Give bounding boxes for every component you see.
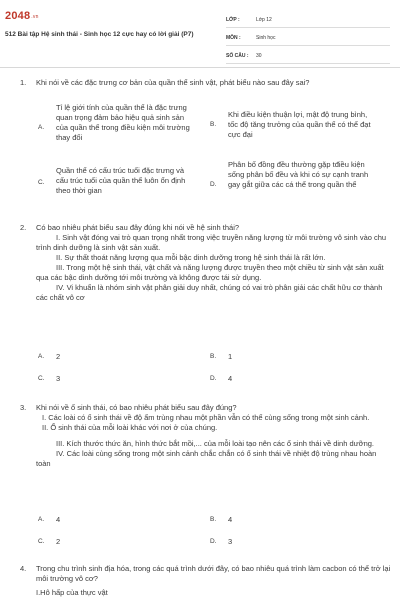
header-divider	[0, 67, 400, 68]
meta-label: LỚP :	[226, 17, 240, 23]
question-statements	[36, 413, 392, 469]
question-text: Có bao nhiêu phát biểu sau đây đúng khi nói về hệ sinh thái?	[36, 223, 240, 232]
meta-row-subject	[226, 31, 390, 46]
document-title: 512 Bài tập Hệ sinh thái - Sinh học 12 cực hay có lời giải (P7)	[5, 31, 194, 38]
option-text: 2	[56, 537, 61, 546]
option-letter: A.	[38, 353, 45, 360]
meta-label: SỐ CÂU :	[226, 53, 249, 59]
question-2	[20, 223, 392, 303]
statement: II. Sự thất thoát năng lượng qua mỗi bậc dinh dưỡng trong hệ sinh thái là rất lớn.	[56, 253, 326, 262]
meta-value: 30	[256, 53, 262, 59]
option-letter: B.	[210, 353, 217, 360]
option-text: 4	[228, 374, 233, 383]
option-text: Phân bố đồng đều thường gặp tđiều kiện sống phân bố đều và khi có sự cạnh tranh gay gắt giữa các cá thể trong quần thể	[228, 160, 369, 189]
option-text: 4	[56, 515, 61, 524]
question-number: 3.	[20, 403, 27, 412]
option-text: Khi điều kiện thuận lợi, mật độ trung bình, tốc độ tăng trưởng của quần thể có thể đạt cực đại	[228, 110, 371, 139]
option-text: 4	[228, 515, 233, 524]
option-letter: D.	[210, 375, 217, 382]
option-letter: C.	[38, 375, 45, 382]
question-number: 1.	[20, 78, 27, 87]
question-text: Khi nói về các đặc trưng cơ bản của quần thể sinh vật, phát biểu nào sau đây sai?	[36, 78, 310, 87]
statement: I. Các loài có ổ sinh thái về độ ẩm trùng nhau một phần vẫn có thể cùng sống trong một sinh cảnh.	[42, 413, 370, 422]
option-text: 3	[56, 374, 61, 383]
statement: I. Sinh vật đóng vai trò quan trọng nhất trong việc truyền năng lượng từ môi trường vô sinh vào chu trình dinh dưỡng là sinh vật sản xuất.	[36, 233, 387, 252]
question-3	[20, 403, 392, 469]
option-letter: B.	[210, 121, 217, 128]
statement: IV. Các loài cùng sống trong một sinh cảnh chắc chắn có ổ sinh thái về nhiệt độ trùng nhau hoàn toàn	[36, 449, 377, 468]
statement: I.Hô hấp của thực vật	[36, 588, 108, 597]
question-text: Khi nói về ổ sinh thái, có bao nhiêu phát biểu sau đây đúng?	[36, 403, 237, 412]
statement: II. Ổ sinh thái của mỗi loài khác với nơi ở của chúng.	[42, 423, 218, 432]
option-letter: A.	[38, 124, 45, 131]
question-number: 2.	[20, 223, 27, 232]
option-letter: B.	[210, 516, 217, 523]
logo-suffix: .vn	[31, 14, 39, 20]
document-meta	[226, 13, 390, 67]
question-text: Trong chu trình sinh địa hóa, trong các quá trình dưới đây, có bao nhiêu quá trình làm cacbon có thể trở lại môi trường vô cơ?	[36, 564, 391, 583]
statement: IV. Vi khuẩn là nhóm sinh vật phân giải duy nhất, chúng có vai trò phân giải các chất hữu cơ thành các chất vô cơ	[36, 283, 383, 302]
logo-text: 2048	[5, 10, 31, 22]
meta-row-class	[226, 13, 390, 28]
question-1	[20, 78, 392, 88]
question-4	[20, 564, 392, 598]
statement: III. Kích thước thức ăn, hình thức bắt mồi,... của mỗi loài tạo nên các ổ sinh thái về dinh dưỡng.	[56, 439, 375, 448]
option-letter: D.	[210, 538, 217, 545]
question-number: 4.	[20, 564, 27, 573]
question-statements	[36, 588, 392, 598]
statement: III. Trong một hệ sinh thái, vật chất và năng lượng được truyền theo một chiều từ sinh vật sản xuất qua các bậc dinh dưỡng tới môi trường và không được tái sử dụng.	[36, 263, 384, 282]
option-text: Tỉ lệ giới tính của quần thể là đặc trưng quan trọng đảm bảo hiệu quả sinh sản của quần thể trong điều kiện môi trường thay đổi	[56, 103, 190, 142]
meta-value: Sinh học	[256, 35, 276, 41]
option-letter: D.	[210, 181, 217, 188]
option-text: 3	[228, 537, 233, 546]
option-letter: C.	[38, 538, 45, 545]
option-text: Quần thể có cấu trúc tuổi đặc trưng và cấu trúc tuổi của quần thể luôn ổn định theo thời gian	[56, 166, 186, 195]
site-logo[interactable]	[5, 10, 39, 22]
option-text: 1	[228, 352, 233, 361]
question-statements	[36, 233, 392, 303]
option-text: 2	[56, 352, 61, 361]
option-letter: A.	[38, 516, 45, 523]
meta-label: MÔN :	[226, 35, 241, 41]
meta-row-count	[226, 49, 390, 64]
option-letter: C.	[38, 179, 45, 186]
meta-value: Lớp 12	[256, 17, 272, 23]
